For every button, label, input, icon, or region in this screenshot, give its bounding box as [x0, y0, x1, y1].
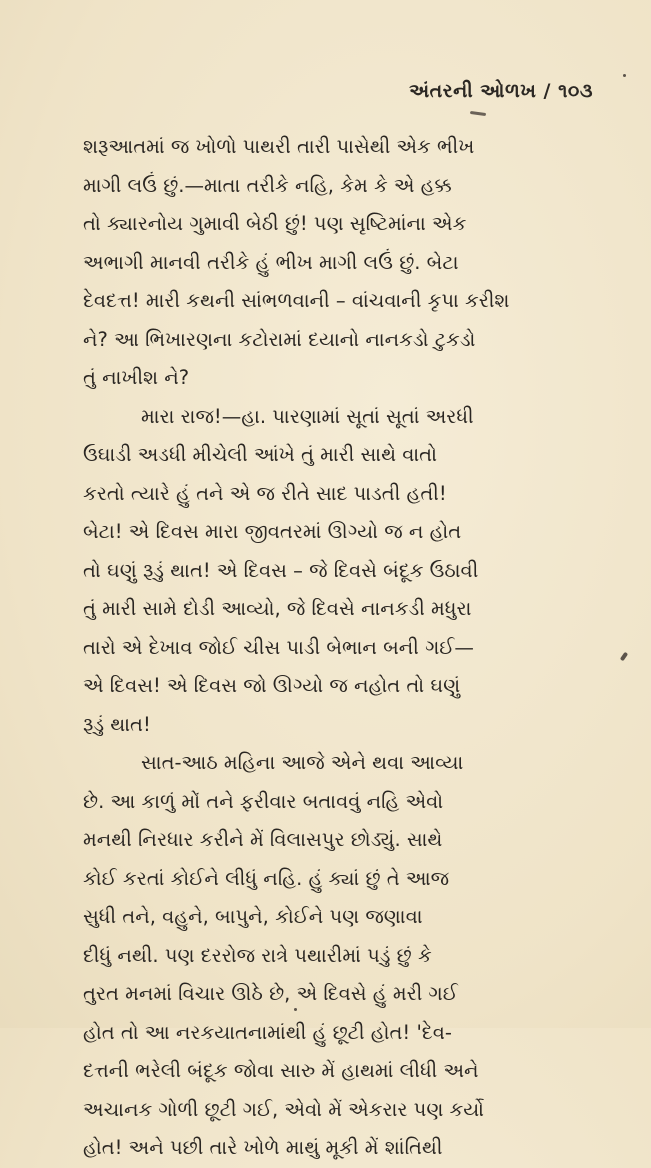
ink-mark: [470, 111, 486, 116]
text-line: માગી લઉં છું.—માતા તરીકે નહિ, કેમ કે એ હક્ક: [83, 173, 452, 197]
text-line: બેટા! એ દિવસ મારા જીવતરમાં ઊગ્યો જ ન હોત: [83, 520, 462, 543]
text-line: કોઈ કરતાં કોઈને લીધું નહિ. હું ક્યાં છું તે આજ: [83, 866, 450, 890]
text-line: છે. આ કાળું મોં તને ફરીવાર બતાવવું નહિ એવો: [83, 789, 444, 813]
paragraph-first-line: સાત-આઠ મહિના આજે એને થવા આવ્યા: [141, 751, 464, 774]
text-line: દીધું નથી. પણ દરરોજ રાત્રે પથારીમાં પડું છું કે: [83, 943, 432, 967]
paper-speck: [623, 74, 626, 77]
running-header: અંતરની ઓળખ / ૧૦૩: [409, 80, 593, 102]
text-line: ને? આ ભિખારણના કટોરામાં દયાનો નાનકડો ટુકડો: [83, 327, 476, 351]
paper-speck: [620, 652, 628, 662]
text-line: તો ઘણું રૂડું થાત! એ દિવસ – જે દિવસે બંદૂક ઉઠાવી: [83, 558, 479, 582]
text-line: દેવદત્ત! મારી કથની સાંભળવાની – વાંચવાની કૃપા કરીશ: [83, 289, 510, 312]
text-line: શરૂઆતમાં જ ખોળો પાથરી તારી પાસેથી એક ભીખ: [83, 135, 475, 158]
text-line: તું મારી સામે દોડી આવ્યો, જે દિવસે નાનકડી મધુરા: [83, 597, 472, 620]
text-line: દત્તની ભરેલી બંદૂક જોવા સારુ મેં હાથમાં લીધી અને: [83, 1059, 479, 1082]
text-line: તો ક્યારનોય ગુમાવી બેઠી છું! પણ સૃષ્ટિમાંના એક: [83, 212, 467, 235]
text-line: મનથી નિરધાર કરીને મેં વિલાસપુર છોડ્યું. સાથે: [83, 828, 443, 851]
paper-speck: [294, 1008, 297, 1011]
body-text: [83, 128, 603, 1168]
text-line: હોત તો આ નરકયાતનામાંથી હું છૂટી હોત! 'દેવ-: [83, 1020, 452, 1044]
text-line: સુધી તને, વહુને, બાપુને, કોઈને પણ જણાવા: [83, 905, 423, 928]
text-line: તું નાખીશ ને?: [83, 366, 190, 389]
text-line: હોત! અને પછી તારે ખોળે માથું મૂકી મેં શાંતિથી: [83, 1136, 443, 1159]
text-line: રૂડું થાત!: [83, 712, 151, 736]
text-line: ઉઘાડી અડધી મીચેલી આંખે તું મારી સાથે વાતો: [83, 443, 437, 466]
paragraph-first-line: મારા રાજ!—હા. પારણામાં સૂતાં સૂતાં અરધી: [141, 404, 474, 428]
text-line: તારો એ દેખાવ જોઈ ચીસ પાડી બેભાન બની ગઈ—: [83, 635, 474, 659]
text-line: અભાગી માનવી તરીકે હું ભીખ માગી લઉં છું. બેટા: [83, 250, 459, 274]
text-line: અચાનક ગોળી છૂટી ગઈ, એવો મેં એકરાર પણ કર્યો: [83, 1097, 484, 1121]
text-line: એ દિવસ! એ દિવસ જો ઊગ્યો જ નહોત તો ઘણું: [83, 674, 461, 697]
text-line: કરતો ત્યારે હું તને એ જ રીતે સાદ પાડતી હતી!: [83, 481, 447, 505]
text-line: તુરત મનમાં વિચાર ઊઠે છે, એ દિવસે હું મરી ગઈ: [83, 982, 458, 1005]
